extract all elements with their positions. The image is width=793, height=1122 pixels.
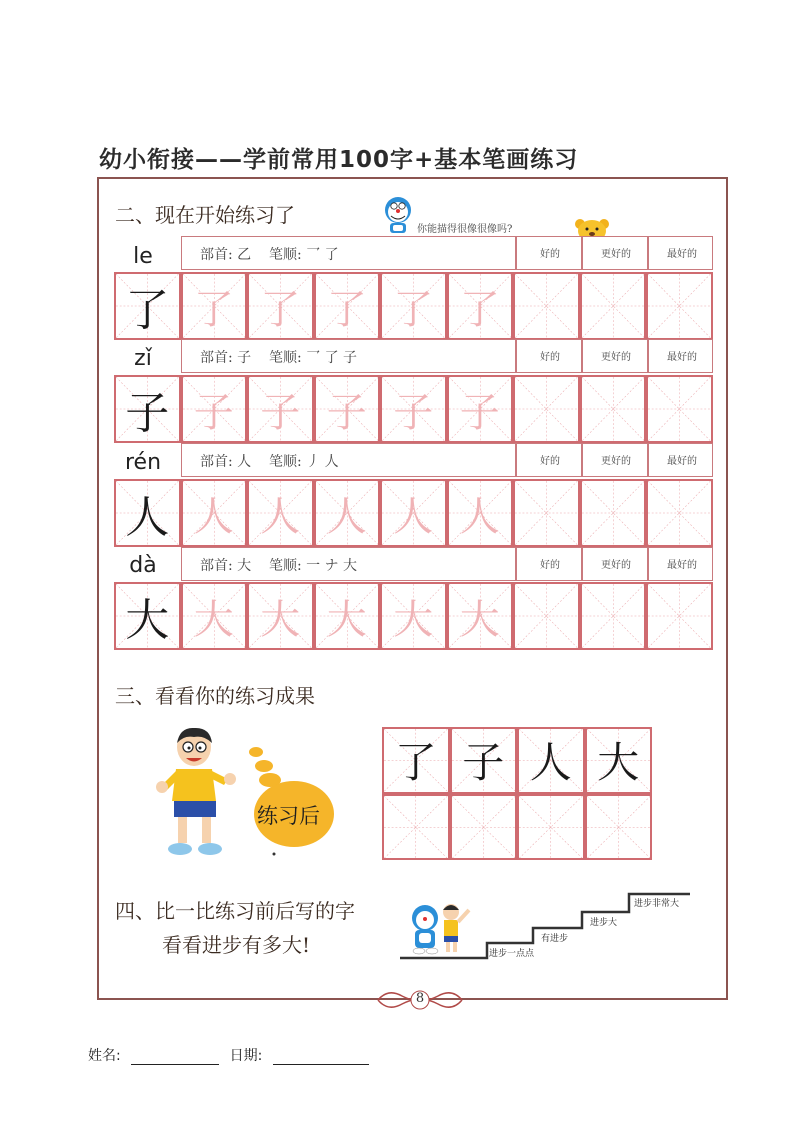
trace-cell[interactable] (181, 375, 248, 443)
date-label: 日期: (229, 1048, 263, 1064)
page-ornament (374, 986, 466, 1014)
practice-cell[interactable] (580, 479, 647, 547)
result-char: 了 (394, 738, 437, 788)
practice-cell[interactable] (646, 582, 713, 650)
trace-cell[interactable] (314, 272, 381, 340)
trace-char: 子 (193, 389, 234, 436)
rating-label: 最好的 (667, 249, 697, 260)
rating-label: 好的 (540, 352, 560, 363)
trace-char: 人 (459, 493, 500, 540)
bubble-question: 你能描得很像很像吗? (417, 224, 513, 235)
model-char: 了 (125, 285, 170, 336)
trace-cell[interactable] (380, 375, 447, 443)
rating-label: 最好的 (667, 352, 697, 363)
rating-label: 最好的 (667, 560, 697, 571)
trace-cell[interactable] (447, 479, 514, 547)
row-pinyin: dà (129, 553, 157, 578)
practice-cell[interactable] (646, 272, 713, 340)
result-write-cell[interactable] (517, 794, 585, 861)
trace-cell[interactable] (181, 582, 248, 650)
order-label: 笔顺: (268, 558, 302, 574)
section-3-heading: 三、看看你的练习成果 (115, 684, 315, 708)
page-title: 幼小衔接——学前常用100字+基本笔画练习 (99, 147, 579, 173)
practice-grid-row (114, 582, 713, 650)
radical-value: 人 (237, 454, 252, 470)
practice-cell[interactable] (646, 479, 713, 547)
rating-label: 更好的 (601, 352, 631, 363)
rating-label: 更好的 (601, 456, 631, 467)
model-char: 人 (125, 492, 170, 543)
order-label: 笔顺: (268, 454, 302, 470)
model-char: 大 (125, 595, 170, 646)
row-pinyin: le (133, 244, 153, 269)
trace-cell[interactable] (447, 272, 514, 340)
trace-char: 了 (393, 286, 434, 333)
result-model-cell (517, 727, 585, 794)
stair-label-2: 有进步 (541, 934, 569, 944)
rating-label: 好的 (540, 456, 560, 467)
order-value: 丿 人 (306, 454, 339, 470)
order-value: 乛 了 (306, 247, 339, 263)
trace-char: 大 (459, 596, 500, 643)
trace-cell[interactable] (380, 479, 447, 547)
trace-cell[interactable] (247, 375, 314, 443)
trace-cell[interactable] (447, 582, 514, 650)
footer (88, 1045, 375, 1065)
trace-char: 子 (459, 389, 500, 436)
rating-label: 更好的 (601, 249, 631, 260)
row-info-bar (181, 236, 713, 270)
row-info-bar (181, 443, 713, 477)
trace-char: 子 (326, 389, 367, 436)
practice-grid-row (114, 479, 713, 547)
trace-char: 人 (326, 493, 367, 540)
cloud-label: 练习后 (257, 804, 320, 828)
stair-label-1: 进步一点点 (489, 949, 535, 959)
trace-char: 人 (260, 493, 301, 540)
date-field[interactable] (273, 1050, 369, 1065)
trace-cell[interactable] (314, 375, 381, 443)
name-label: 姓名: (88, 1048, 121, 1064)
practice-cell[interactable] (513, 272, 580, 340)
rating-label: 最好的 (667, 456, 697, 467)
result-write-cell[interactable] (585, 794, 653, 861)
row-radical-order (200, 451, 339, 471)
practice-cell[interactable] (513, 582, 580, 650)
result-char: 子 (462, 738, 505, 788)
trace-cell[interactable] (447, 375, 514, 443)
trace-cell[interactable] (247, 582, 314, 650)
result-model-cell (382, 727, 450, 794)
result-char: 人 (529, 738, 572, 788)
stair-label-3: 进步大 (590, 918, 618, 928)
result-model-cell (450, 727, 518, 794)
trace-char: 大 (393, 596, 434, 643)
trace-cell[interactable] (247, 272, 314, 340)
result-write-cell[interactable] (450, 794, 518, 861)
rating-label: 好的 (540, 560, 560, 571)
model-char: 子 (125, 388, 170, 439)
rating-label: 更好的 (601, 560, 631, 571)
row-pinyin: zǐ (134, 346, 152, 371)
trace-char: 了 (193, 286, 234, 333)
radical-label: 部首: (200, 247, 233, 263)
practice-cell[interactable] (580, 582, 647, 650)
stair-label-4: 进步非常大 (634, 899, 680, 909)
radical-label: 部首: (200, 454, 233, 470)
trace-cell[interactable] (380, 272, 447, 340)
model-cell (114, 582, 181, 650)
radical-value: 大 (237, 558, 252, 574)
trace-char: 人 (193, 493, 234, 540)
practice-grid-row (114, 272, 713, 340)
trace-cell[interactable] (181, 479, 248, 547)
section-4-line2: 看看进步有多大! (162, 933, 311, 957)
radical-label: 部首: (200, 558, 233, 574)
trace-cell[interactable] (181, 272, 248, 340)
row-info-bar (181, 339, 713, 373)
result-char: 大 (597, 738, 640, 788)
order-value: 乛 了 子 (306, 350, 358, 366)
order-label: 笔顺: (268, 247, 302, 263)
doraemon-icon (382, 196, 414, 234)
row-radical-order (200, 555, 357, 575)
section-2-heading: 二、现在开始练习了 (115, 203, 295, 227)
name-field[interactable] (131, 1050, 219, 1065)
section-4-line1: 四、比一比练习前后写的字 (115, 899, 355, 923)
trace-cell[interactable] (314, 582, 381, 650)
trace-cell[interactable] (314, 479, 381, 547)
trace-char: 大 (260, 596, 301, 643)
radical-value: 子 (237, 350, 252, 366)
trace-char: 子 (260, 389, 301, 436)
model-cell (114, 272, 181, 340)
practice-cell[interactable] (646, 375, 713, 443)
practice-cell[interactable] (580, 272, 647, 340)
model-cell (114, 375, 181, 443)
result-model-cell (585, 727, 653, 794)
trace-char: 了 (260, 286, 301, 333)
row-pinyin: rén (124, 450, 162, 475)
trace-char: 大 (326, 596, 367, 643)
model-cell (114, 479, 181, 547)
order-label: 笔顺: (268, 350, 302, 366)
rating-label: 好的 (540, 249, 560, 260)
radical-label: 部首: (200, 350, 233, 366)
radical-value: 乙 (237, 247, 252, 263)
practice-cell[interactable] (513, 375, 580, 443)
row-info-bar (181, 547, 713, 581)
order-value: 一 ナ 大 (306, 558, 358, 574)
practice-grid-row (114, 375, 713, 443)
practice-cell[interactable] (580, 375, 647, 443)
trace-char: 子 (393, 389, 434, 436)
practice-cell[interactable] (513, 479, 580, 547)
nobita-figure (152, 725, 242, 860)
trace-cell[interactable] (247, 479, 314, 547)
trace-char: 了 (459, 286, 500, 333)
row-radical-order (200, 347, 357, 367)
trace-char: 人 (393, 493, 434, 540)
trace-cell[interactable] (380, 582, 447, 650)
page-number: 8 (415, 991, 425, 1006)
result-grid (382, 727, 652, 860)
row-radical-order (200, 244, 339, 264)
trace-char: 了 (326, 286, 367, 333)
trace-char: 大 (193, 596, 234, 643)
result-write-cell[interactable] (382, 794, 450, 861)
